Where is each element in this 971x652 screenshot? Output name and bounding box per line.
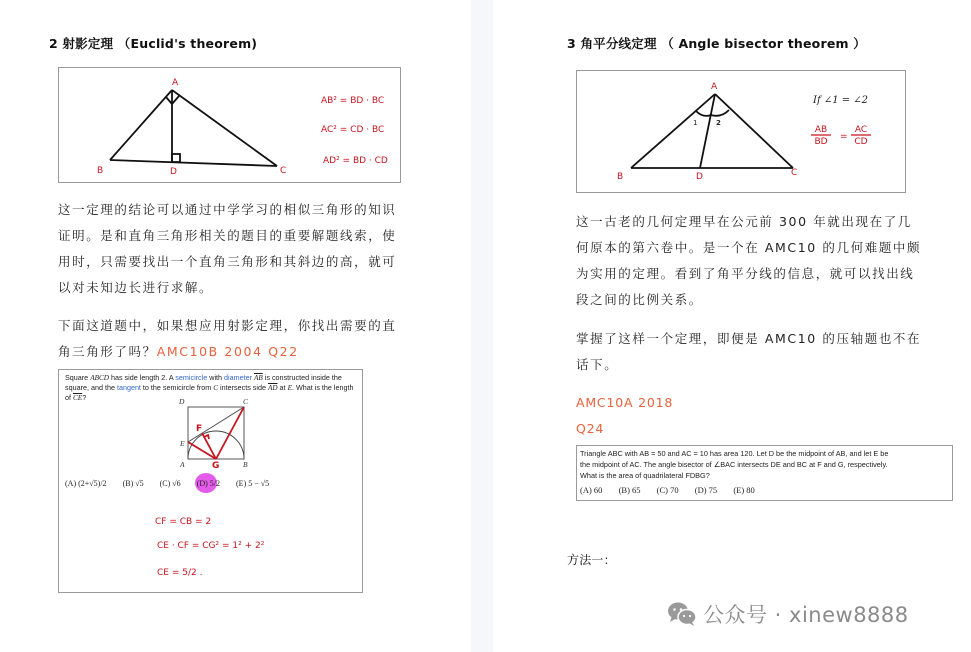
euclid-figure xyxy=(58,67,401,183)
choice-c: (C) 70 xyxy=(656,485,679,495)
method-label: 方法一： xyxy=(567,553,616,567)
ratio-right-numerator: AC xyxy=(854,125,868,135)
problem-reference-amc10a-2018: AMC10A 2018 xyxy=(576,395,674,410)
formula-ab: AB² = BD · BC xyxy=(321,96,385,106)
text-line: 下面这道题中，如果想应用射影定理，你找出需要的直 xyxy=(58,318,397,333)
problem-statement xyxy=(580,448,952,481)
formula-ac: AC² = CD · BC xyxy=(321,125,385,135)
vertex-label-d: D xyxy=(696,172,703,182)
problem-line: the midpoint of AC. The angle bisector of ∠BAC intersects DE and BC at F and G, respectively. xyxy=(580,460,888,469)
condition-text: If ∠1 = ∠2 xyxy=(813,95,869,106)
solution-line-1: CF = CB = 2 xyxy=(155,517,212,527)
diagram-label-d: D xyxy=(179,397,185,406)
watermark xyxy=(667,597,909,631)
solution-line-2: CE · CF = CG² = 1² + 2² xyxy=(157,541,265,551)
choice-d: (D) 5/2 xyxy=(196,479,221,488)
diagram-label-a: A xyxy=(180,460,185,469)
ratio-left-numerator: AB xyxy=(814,125,828,135)
text-line: 段之间的比例关系。 xyxy=(576,292,703,307)
vertex-label-b: B xyxy=(97,166,104,176)
page-gutter xyxy=(471,0,493,652)
choice-a: (A) 60 xyxy=(580,485,603,495)
angle-bisector-figure xyxy=(576,70,906,193)
angle-label-2: 2 xyxy=(716,119,721,127)
problem-reference-q24: Q24 xyxy=(576,421,605,436)
diagram-label-g: G xyxy=(212,461,220,471)
angle-bisector-diagram xyxy=(577,71,906,193)
vertex-label-b: B xyxy=(617,172,624,182)
left-page xyxy=(0,0,471,652)
text-line: 以对未知边长进行求解。 xyxy=(58,280,214,295)
text-fragment: 角三角形了吗？ xyxy=(58,344,157,359)
text-line: 话下。 xyxy=(576,357,619,372)
problem-reference-amc10b-2004-q22: AMC10B 2004 Q22 xyxy=(156,344,299,359)
wechat-icon xyxy=(667,601,697,627)
problem-statement: Square ABCD has side length 2. A semicircle with diameter $\overline{AB}$ is constructed inside the square, and the tangent to the semicircle from C intersects side $\overline{AD}$ at E. What is the length of $\overline{CE}$? xyxy=(65,373,354,402)
angle-bisector-paragraph-2 xyxy=(576,326,921,378)
diagram-label-c: C xyxy=(243,397,249,406)
vertex-label-a: A xyxy=(172,78,179,88)
choice-b: (B) √5 xyxy=(122,479,144,488)
choice-a: (A) (2+√5)/2 xyxy=(65,479,107,488)
text-line xyxy=(58,339,396,365)
ratio-left-denominator: BD xyxy=(814,137,828,147)
choice-e: (E) 80 xyxy=(733,485,755,495)
vertex-label-d: D xyxy=(170,167,177,177)
euclid-paragraph-2 xyxy=(58,313,396,365)
formula-ad: AD² = BD · CD xyxy=(323,156,388,166)
choice-b: (B) 65 xyxy=(618,485,641,495)
euclid-paragraph-1 xyxy=(58,197,396,301)
angle-bisector-paragraph-1 xyxy=(576,209,921,313)
problem-line: Triangle ABC with AB = 50 and AC = 10 has area 120. Let D be the midpoint of AB, and let E be xyxy=(580,449,889,458)
text-line: 掌握了这样一个定理，即便是 AMC10 的压轴题也不在 xyxy=(576,331,922,346)
text-line: 用时，只需要找出一个直角三角形和其斜边的高，就可 xyxy=(58,254,397,269)
choice-c: (C) √6 xyxy=(159,479,181,488)
amc10b-problem-image xyxy=(58,369,363,593)
vertex-label-c: C xyxy=(791,168,798,178)
angle-label-1: 1 xyxy=(693,119,698,127)
equals-sign: = xyxy=(840,132,848,142)
text-line: 这一定理的结论可以通过中学学习的相似三角形的知识 xyxy=(58,202,397,217)
euclid-triangle-diagram xyxy=(59,68,401,183)
diagram-label-e: E xyxy=(180,439,185,448)
choice-e: (E) 5 − √5 xyxy=(236,479,270,488)
solution-line-3: CE = 5/2 . xyxy=(157,568,203,578)
section-title-euclid: 2 射影定理 （Euclid's theorem) xyxy=(49,36,258,51)
text-line: 这一古老的几何定理早在公元前 300 年就出现在了几 xyxy=(576,214,912,229)
text-line: 何原本的第六卷中。是一个在 AMC10 的几何难题中颇 xyxy=(576,240,922,255)
problem-line: What is the area of quadrilateral FDBG? xyxy=(580,471,710,480)
choice-d: (D) 75 xyxy=(694,485,718,495)
ratio-right-denominator: CD xyxy=(854,137,868,147)
vertex-label-a: A xyxy=(711,82,718,92)
answer-choices xyxy=(580,485,769,495)
text-line: 为实用的定理。看到了角平分线的信息，就可以找出线 xyxy=(576,266,915,281)
text-line: 证明。是和直角三角形相关的题目的重要解题线索，使 xyxy=(58,228,397,243)
answer-choices xyxy=(65,479,283,488)
amc10a-problem-image xyxy=(576,445,953,501)
watermark-text: 公众号 · xinew8888 xyxy=(703,603,909,627)
section-title-angle-bisector: 3 角平分线定理 （ Angle bisector theorem ） xyxy=(567,36,866,51)
diagram-label-b: B xyxy=(243,460,248,469)
diagram-label-f: F xyxy=(196,424,203,434)
vertex-label-c: C xyxy=(280,166,287,176)
